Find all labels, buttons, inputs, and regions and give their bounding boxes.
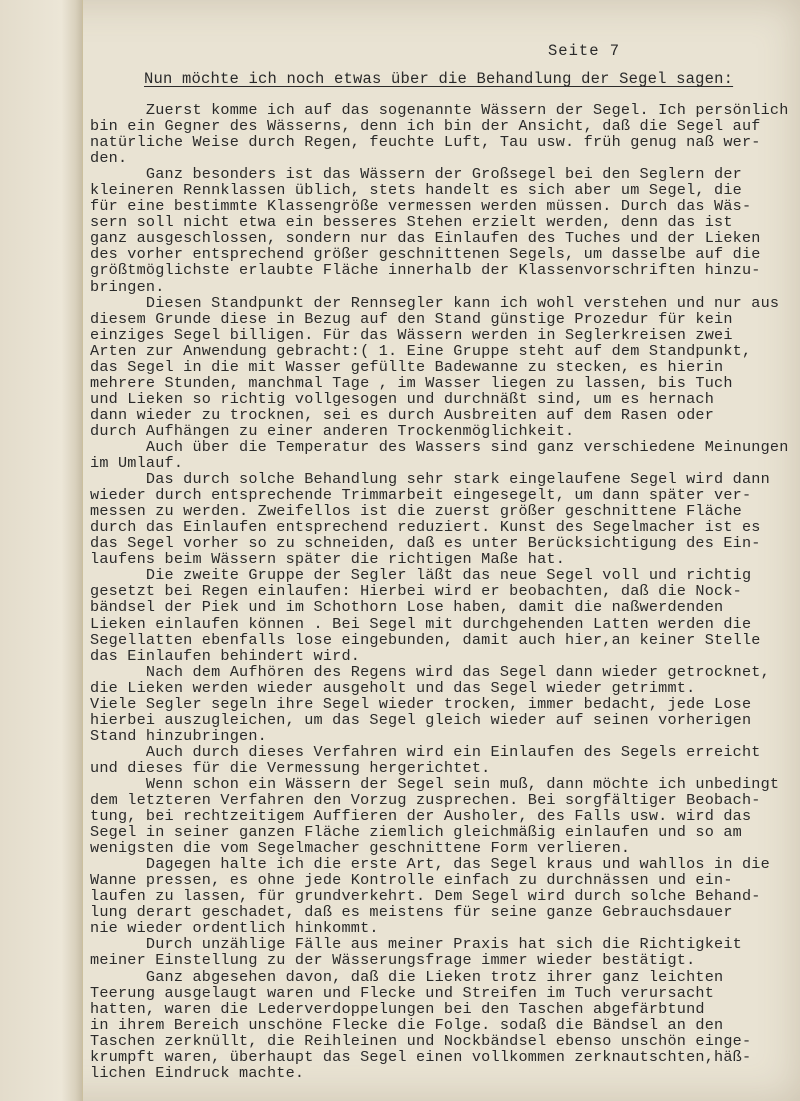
text-line: das Einlaufen behindert wird.	[90, 647, 361, 664]
text-line: mehrere Stunden, manchmal Tage , im Wasser liegen zu lassen, bis Tuch	[90, 374, 733, 391]
text-line: dann wieder zu trocknen, sei es durch Ausbreiten auf dem Rasen oder	[90, 406, 715, 423]
text-line: hatten, waren die Lederverdoppelungen bei den Taschen abgefärbtund	[90, 1000, 705, 1017]
text-line: dem letzteren Verfahren den Vorzug zusprechen. Bei sorgfältiger Beobach-	[90, 792, 761, 809]
text-line: messen zu werden. Zweifellos ist die zuerst größer geschnittene Fläche	[90, 503, 742, 520]
text-line: lichen Eindruck machte.	[90, 1064, 305, 1081]
text-line: Nach dem Aufhören des Regens wird das Segel dann wieder getrocknet,	[90, 663, 770, 680]
text-line: meiner Einstellung zu der Wässerungsfrage immer wieder bestätigt.	[90, 952, 696, 969]
paragraph	[90, 439, 796, 471]
text-line: die Lieken werden wieder ausgeholt und das Segel wieder getrimmt.	[90, 679, 696, 696]
section-heading: Nun möchte ich noch etwas über die Behandlung der Segel sagen:	[144, 70, 734, 88]
text-line: ganz ausgeschlossen, sondern nur das Einlaufen des Tuches und der Lieken	[90, 230, 761, 247]
text-line: im Umlauf.	[90, 455, 184, 472]
text-line: nie wieder ordentlich hinkommt.	[90, 920, 379, 937]
text-line: bin ein Gegner des Wässerns, denn ich bin der Ansicht, daß die Segel auf	[90, 118, 761, 135]
text-line: Durch unzählige Fälle aus meiner Praxis hat sich die Richtigkeit	[90, 936, 742, 953]
text-line: bändsel der Piek und im Schothorn Lose haben, damit die naßwerdenden	[90, 599, 724, 616]
text-line: Das durch solche Behandlung sehr stark eingelaufene Segel wird dann	[90, 471, 770, 488]
text-line: für eine bestimmte Klassengröße vermessen werden müssen. Durch das Wäs-	[90, 198, 752, 215]
text-line: kleineren Rennklassen üblich, stets handelt es sich aber um Segel, die	[90, 182, 742, 199]
text-line: natürliche Weise durch Regen, feuchte Luft, Tau usw. früh genug naß wer-	[90, 134, 761, 151]
text-line: einziges Segel billigen. Für das Wässern werden in Seglerkreisen zwei	[90, 326, 733, 343]
text-line: Taschen zerknüllt, die Reihleinen und Nockbändsel ebenso unschön einge-	[90, 1032, 752, 1049]
text-line: Ganz abgesehen davon, daß die Lieken trotz ihrer ganz leichten	[90, 968, 724, 985]
text-line: laufen zu lassen, für grundverkehrt. Dem Segel wird durch solche Behand-	[90, 888, 761, 905]
text-line: durch Aufhängen zu einer anderen Trockenmöglichkeit.	[90, 422, 575, 439]
text-line: des vorher entsprechend größer geschnittenen Segels, um dasselbe auf die	[90, 246, 761, 263]
text-line: das Segel vorher so zu schneiden, daß es unter Berücksichtigung des Ein-	[90, 535, 761, 552]
paragraph	[90, 936, 796, 968]
text-line: und dieses für die Vermessung hergerichtet.	[90, 759, 491, 776]
text-line: den.	[90, 150, 128, 167]
text-line: laufens beim Wässern später die richtigen Maße hat.	[90, 551, 566, 568]
text-line: Segellatten ebenfalls lose eingebunden, damit auch hier,an keiner Stelle	[90, 631, 761, 648]
text-line: hierbei auszugleichen, um das Segel gleich wieder auf seinen vorherigen	[90, 711, 752, 728]
text-line: Lieken einlaufen können . Bei Segel mit durchgehenden Latten werden die	[90, 615, 752, 632]
text-line: gesetzt bei Regen einlaufen: Hierbei wird er beobachten, daß die Nock-	[90, 583, 742, 600]
text-line: lung derart geschadet, daß es meistens für seine ganze Gebrauchsdauer	[90, 904, 733, 921]
text-line: Arten zur Anwendung gebracht:( 1. Eine Gruppe steht auf dem Standpunkt,	[90, 342, 752, 359]
text-line: Wanne pressen, es ohne jede Kontrolle einfach zu durchnässen und ein-	[90, 872, 733, 889]
paragraph	[90, 856, 796, 936]
paragraph	[90, 969, 796, 1081]
text-line: wieder durch entsprechende Trimmarbeit eingesegelt, um dann später ver-	[90, 487, 752, 504]
paragraph	[90, 295, 796, 439]
text-line: Wenn schon ein Wässern der Segel sein muß, dann möchte ich unbedingt	[90, 775, 780, 793]
text-line: Teerung ausgelaugt waren und Flecke und Streifen im Tuch verursacht	[90, 984, 715, 1001]
body-text	[90, 102, 796, 1081]
text-line: Diesen Standpunkt der Rennsegler kann ich wohl verstehen und nur aus	[90, 294, 780, 311]
text-line: Auch über die Temperatur des Wassers sind ganz verschiedene Meinungen	[90, 438, 789, 456]
paragraph	[90, 166, 796, 294]
page-number: Seite 7	[548, 42, 621, 60]
text-line: bringen.	[90, 278, 165, 295]
text-line: Ganz besonders ist das Wässern der Großsegel bei den Seglern der	[90, 166, 742, 183]
paragraph	[90, 776, 796, 856]
text-line: Segel in seiner ganzen Fläche ziemlich gleichmäßig einlaufen und so am	[90, 824, 742, 841]
text-line: wenigsten die vom Segelmacher geschnittene Form verlieren.	[90, 840, 631, 857]
text-line: Viele Segler segeln ihre Segel wieder trocken, immer bedacht, jede Lose	[90, 695, 752, 712]
paragraph	[90, 102, 796, 166]
text-line: in ihrem Bereich unschöne Flecke die Folge. sodaß die Bändsel an den	[90, 1016, 724, 1033]
text-line: Die zweite Gruppe der Segler läßt das neue Segel voll und richtig	[90, 567, 752, 584]
text-line: und Lieken so richtig vollgesogen und durchnäßt sind, um es hernach	[90, 390, 715, 407]
text-line: tung, bei rechtzeitigem Auffieren der Ausholer, des Falls usw. wird das	[90, 808, 752, 825]
text-line: das Segel in die mit Wasser gefüllte Badewanne zu stecken, es hierin	[90, 358, 724, 375]
binding-margin	[0, 0, 83, 1101]
text-line: Dagegen halte ich die erste Art, das Segel kraus und wahllos in die	[90, 856, 770, 873]
text-line: Stand hinzubringen.	[90, 727, 267, 744]
paragraph	[90, 471, 796, 567]
paragraph	[90, 664, 796, 744]
text-line: Zuerst komme ich auf das sogenannte Wässern der Segel. Ich persönlich	[90, 102, 789, 119]
paragraph	[90, 744, 796, 776]
text-line: durch das Einlaufen entsprechend reduziert. Kunst des Segelmacher ist es	[90, 519, 761, 536]
text-line: größtmöglichste erlaubte Fläche innerhalb der Klassenvorschriften hinzu-	[90, 262, 761, 279]
text-line: Auch durch dieses Verfahren wird ein Einlaufen des Segels erreicht	[90, 743, 761, 760]
text-line: krumpft waren, überhaupt das Segel einen vollkommen zerknautschten,häß-	[90, 1048, 752, 1065]
text-line: diesem Grunde diese in Bezug auf den Stand günstige Prozedur für kein	[90, 310, 733, 327]
paragraph	[90, 567, 796, 663]
text-line: sern soll nicht etwa ein besseres Stehen erzielt werden, denn das ist	[90, 214, 733, 231]
